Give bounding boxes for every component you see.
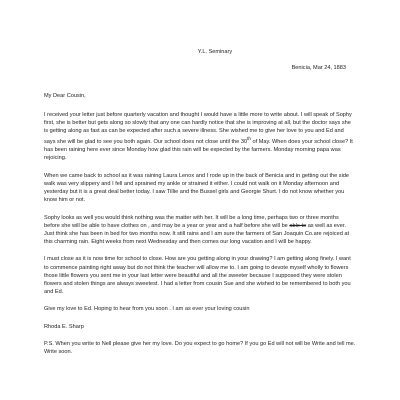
signature: Rhoda E. Sharp bbox=[44, 323, 84, 330]
paragraph-3-text-b: as well as ever. Just think she has been in bed for two months now. It still rains and I am sure the farmers of San Joaquin Co.are rejoiced at this charming rain. Eight weeks from next Wednesday and then comes our long vacation and I will be happy. bbox=[44, 222, 350, 246]
salutation: My Dear Cousin, bbox=[44, 93, 86, 100]
paragraph-3-text-a: Sophy looks as well you would think nothing was the matter with her. It will be a long time, perhaps two or three months before she will be able to have clothes on , and may be a year or year and a half before she will be bbox=[44, 214, 339, 229]
letter-date: Benicia, Mar 24, 1883 bbox=[291, 65, 346, 72]
paragraph-1-text-a: I received your letter just before quarterly vacation and thought I would have a little more to write about. I will speak of Sophy first, she is better but gets along so slowly that any one can hardly notice that she is improving at all, but the doctor says she is getting along as fast as can be expected after such a severe illness. She wished me to give her love to you and Ed and says she will be glad to see you both again. Our school does not close until the 30 bbox=[44, 111, 352, 146]
struck-text: able to bbox=[289, 222, 307, 229]
paragraph-3 bbox=[44, 214, 356, 247]
letter-header: Y.L. Seminary bbox=[197, 49, 233, 55]
ordinal-suffix: th bbox=[247, 136, 251, 142]
paragraph-1 bbox=[44, 111, 356, 163]
postscript: P.S. When you write to Nell please give her my love. Do you expect to go home? If you go Ed will not will be Write and tell me. Write soon. bbox=[44, 340, 356, 355]
paragraph-4: I must close as it is now time for school to close. How are you getting along in your drawing? I am getting along finely. I want to commence painting right away but do not think the teacher will allow me to. I am going to devote myself wholly to flowers those little flowers you sent me in your last letter were beautiful and all the sweeter because I supposed they were stolen flowers and stolen things are always sweetest. I had a letter from cousin Sue and she wished to be remembered to both you and Ed. bbox=[44, 256, 351, 296]
paragraph-2: When we came back to school as it was raining Laura Lenox and I rode up in the back of Benicia and in getting out the side walk was very slippery and I fell and sprained my ankle or strained it either. I could not walk on it Monday afternoon and yesterday but it is a great deal better today. I saw Tillie and the Bussel girls and Georgie Shurt. I do not know whether you know him or not. bbox=[44, 172, 350, 204]
paragraph-1-text-b: of May. When does your school close? It has been raining here ever since Monday how glad this rain will be expected by the farmers. Monday morning papa was rejoicing. bbox=[44, 139, 353, 162]
closing-line: Give my love to Ed. Hoping to hear from you soon . I am as ever your loving cousin bbox=[44, 306, 250, 313]
